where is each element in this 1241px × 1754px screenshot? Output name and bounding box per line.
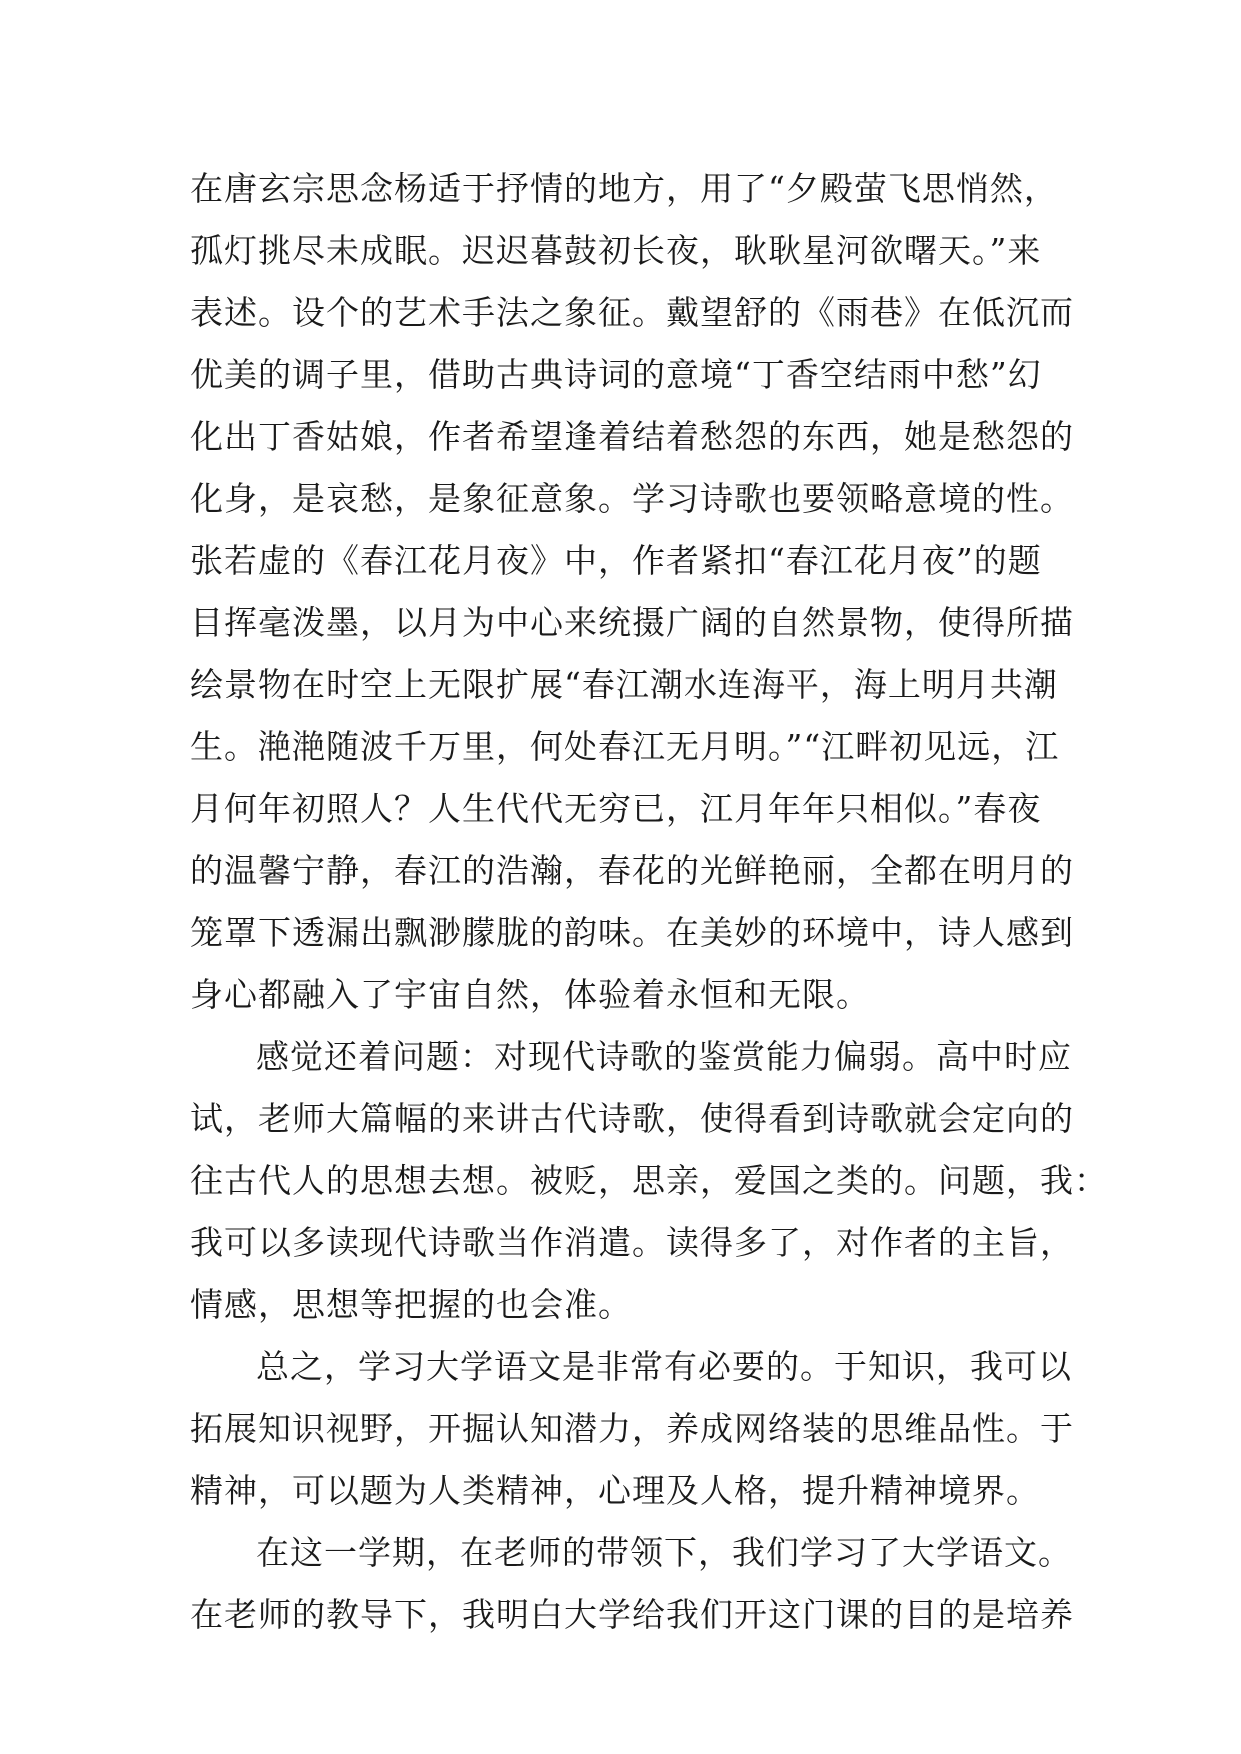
text-line: 化出丁香姑娘，作者希望逢着结着愁怨的东西，她是愁怨的 [190,417,1074,456]
text-line: 生。滟滟随波千万里，何处春江无月明。”“江畔初见远，江 [190,727,1060,766]
text-line: 我可以多读现代诗歌当作消遣。读得多了，对作者的主旨， [190,1223,1074,1262]
text-line: 孤灯挑尽未成眠。迟迟暮鼓初长夜，耿耿星河欲曙天。”来 [190,231,1042,270]
text-line: 在唐玄宗思念杨适于抒情的地方，用了“夕殿萤飞思悄然， [190,169,1058,208]
text-line: 化身，是哀愁，是象征意象。学习诗歌也要领略意境的性。 [190,479,1074,518]
text-line: 身心都融入了宇宙自然，体验着永恒和无限。 [190,975,870,1014]
text-line: 拓展知识视野，开掘认知潜力，养成网络装的思维品性。于 [190,1409,1074,1448]
paragraph-start-line: 感觉还着问题：对现代诗歌的鉴赏能力偏弱。高中时应 [256,1037,1072,1076]
text-line: 张若虚的《春江花月夜》中，作者紧扣“春江花月夜”的题 [190,541,1042,580]
text-line: 表述。设个的艺术手法之象征。戴望舒的《雨巷》在低沉而 [190,293,1074,332]
document-body [190,158,1108,1646]
text-line: 绘景物在时空上无限扩展“春江潮水连海平，海上明月共潮 [190,665,1058,704]
text-line: 在老师的教导下，我明白大学给我们开这门课的目的是培养 [190,1595,1074,1634]
text-line: 的温馨宁静，春江的浩瀚，春花的光鲜艳丽，全都在明月的 [190,851,1074,890]
text-line: 目挥毫泼墨，以月为中心来统摄广阔的自然景物，使得所描 [190,603,1074,642]
text-line: 情感，思想等把握的也会准。 [190,1285,632,1324]
text-line: 精神，可以题为人类精神，心理及人格，提升精神境界。 [190,1471,1040,1510]
paragraph-start-line: 总之，学习大学语文是非常有必要的。于知识，我可以 [256,1347,1072,1386]
text-line: 笼罩下透漏出飘渺朦胧的韵味。在美妙的环境中，诗人感到 [190,913,1074,952]
text-line: 往古代人的思想去想。被贬，思亲，爱国之类的。问题，我： [190,1161,1108,1200]
text-line: 月何年初照人？人生代代无穷已，江月年年只相似。”春夜 [190,789,1042,828]
text-line: 优美的调子里，借助古典诗词的意境“丁香空结雨中愁”幻 [190,355,1042,394]
paragraph-start-line: 在这一学期，在老师的带领下，我们学习了大学语文。 [256,1533,1072,1572]
text-line: 试，老师大篇幅的来讲古代诗歌，使得看到诗歌就会定向的 [190,1099,1074,1138]
